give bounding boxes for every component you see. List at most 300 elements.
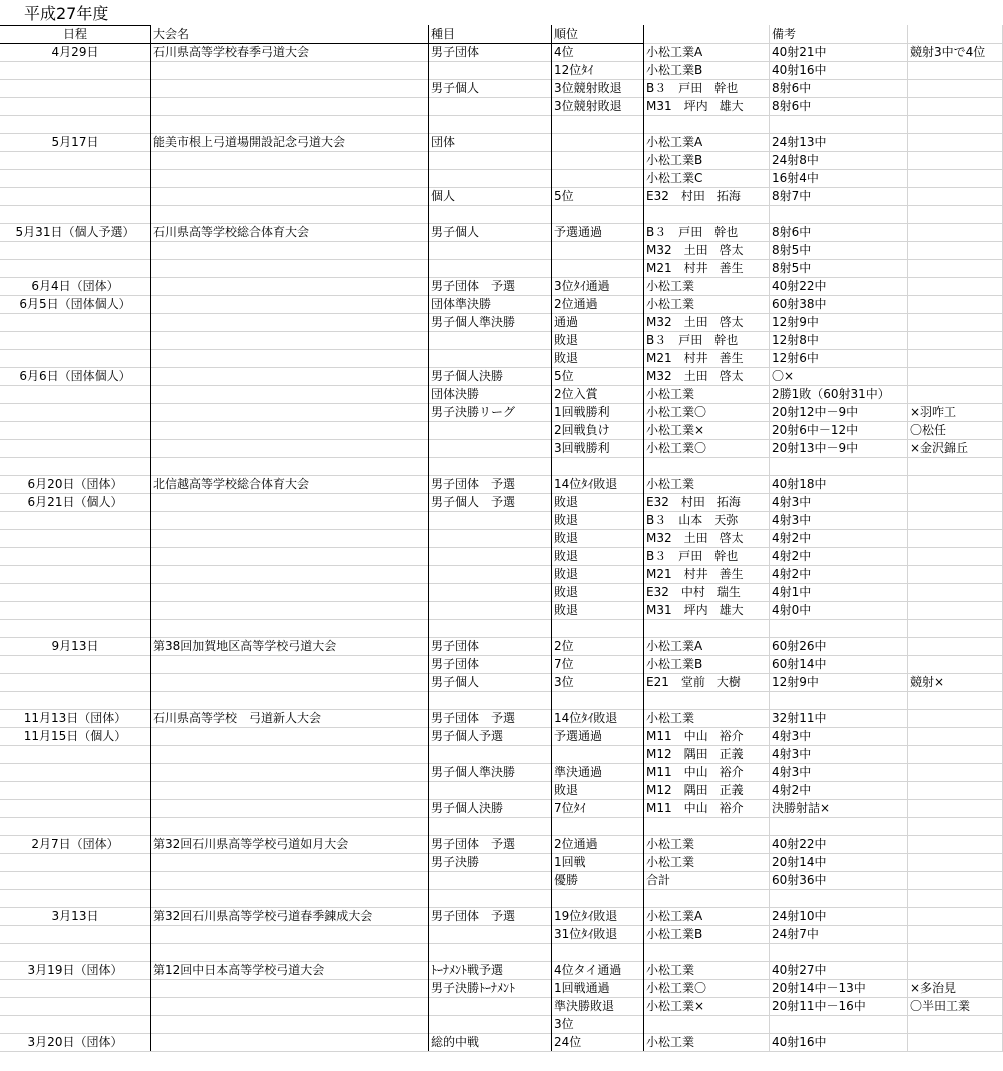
team-cell[interactable]: M21 村井 善生 [646, 261, 744, 275]
rank-cell[interactable]: 敗退 [554, 549, 579, 563]
name-cell[interactable]: 第32回石川県高等学校弓道春季錬成大会 [153, 909, 373, 923]
name-cell[interactable] [150, 403, 428, 421]
date-cell[interactable] [0, 979, 150, 997]
date-cell[interactable] [0, 97, 150, 115]
rank-cell[interactable]: 敗退 [554, 585, 579, 599]
header-event[interactable]: 種目 [431, 27, 456, 41]
extra-cell[interactable] [907, 655, 1003, 673]
event-cell[interactable] [428, 943, 551, 961]
event-cell[interactable]: 個人 [431, 189, 456, 203]
date-cell[interactable] [0, 457, 150, 475]
date-cell[interactable] [0, 79, 150, 97]
extra-cell[interactable] [907, 331, 1003, 349]
note-cell[interactable]: 4射1中 [772, 585, 812, 599]
team-cell[interactable] [643, 619, 769, 637]
rank-cell[interactable] [551, 619, 643, 637]
name-cell[interactable] [150, 367, 428, 385]
event-cell[interactable] [428, 871, 551, 889]
rank-cell[interactable]: 準決勝敗退 [554, 999, 615, 1013]
name-cell[interactable] [150, 331, 428, 349]
team-cell[interactable]: 小松工業 [646, 963, 695, 977]
team-cell[interactable]: E32 村田 拓海 [646, 495, 741, 509]
name-cell[interactable] [150, 169, 428, 187]
rank-cell[interactable]: 3位競射敗退 [554, 81, 622, 95]
date-cell[interactable] [0, 601, 150, 619]
name-cell[interactable] [150, 187, 428, 205]
note-cell[interactable] [769, 889, 907, 907]
rank-cell[interactable] [551, 745, 643, 763]
event-cell[interactable]: 男子決勝リーグ [431, 405, 516, 419]
rank-cell[interactable]: 3位ﾀｲ通過 [554, 279, 610, 293]
extra-cell[interactable] [907, 871, 1003, 889]
team-cell[interactable]: E32 中村 瑞生 [646, 585, 741, 599]
name-cell[interactable]: 石川県高等学校総合体育大会 [153, 225, 310, 239]
extra-cell[interactable] [907, 313, 1003, 331]
note-cell[interactable]: 4射2中 [772, 567, 812, 581]
note-cell[interactable]: 4射0中 [772, 603, 812, 617]
note-cell[interactable]: 2勝1敗（60射31中） [772, 387, 890, 401]
event-cell[interactable] [428, 331, 551, 349]
date-cell[interactable] [0, 745, 150, 763]
note-cell[interactable]: 40射21中 [772, 45, 827, 59]
team-cell[interactable]: 小松工業B [646, 927, 703, 941]
name-cell[interactable] [150, 1033, 428, 1051]
event-cell[interactable]: 男子団体 予選 [431, 909, 516, 923]
rank-cell[interactable]: 1回戦 [554, 855, 586, 869]
name-cell[interactable] [150, 313, 428, 331]
rank-cell[interactable]: 5位 [554, 369, 574, 383]
note-cell[interactable]: 8射5中 [772, 243, 812, 257]
extra-cell[interactable] [907, 223, 1003, 241]
event-cell[interactable] [428, 889, 551, 907]
note-cell[interactable]: 24射13中 [772, 135, 827, 149]
extra-cell[interactable] [907, 727, 1003, 745]
name-cell[interactable] [150, 151, 428, 169]
team-cell[interactable]: 小松工業× [646, 999, 705, 1013]
name-cell[interactable]: 第38回加賀地区高等学校弓道大会 [153, 639, 337, 653]
event-cell[interactable]: 団体決勝 [431, 387, 480, 401]
date-cell[interactable] [0, 871, 150, 889]
extra-cell[interactable] [907, 241, 1003, 259]
note-cell[interactable] [769, 619, 907, 637]
extra-cell[interactable] [907, 295, 1003, 313]
rank-cell[interactable]: 敗退 [554, 531, 579, 545]
name-cell[interactable]: 第12回中日本高等学校弓道大会 [153, 963, 325, 977]
rank-cell[interactable] [551, 817, 643, 835]
name-cell[interactable] [150, 385, 428, 403]
name-cell[interactable] [150, 493, 428, 511]
team-cell[interactable]: 小松工業A [646, 639, 703, 653]
name-cell[interactable]: 石川県高等学校 弓道新人大会 [153, 711, 322, 725]
event-cell[interactable]: 男子個人決勝 [431, 369, 504, 383]
team-cell[interactable]: 小松工業 [646, 279, 695, 293]
name-cell[interactable] [150, 241, 428, 259]
event-cell[interactable]: 男子個人準決勝 [431, 315, 516, 329]
date-cell[interactable] [0, 151, 150, 169]
extra-cell[interactable]: ×羽咋工 [910, 405, 957, 419]
rank-cell[interactable]: 4位 [554, 45, 574, 59]
extra-cell[interactable]: 競射× [910, 675, 945, 689]
date-cell[interactable] [0, 439, 150, 457]
team-cell[interactable]: 小松工業 [646, 387, 695, 401]
event-cell[interactable] [428, 781, 551, 799]
rank-cell[interactable]: 2回戦負け [554, 423, 610, 437]
extra-cell[interactable] [907, 745, 1003, 763]
team-cell[interactable]: B３ 戸田 幹也 [646, 225, 739, 239]
note-cell[interactable]: 4射3中 [772, 747, 812, 761]
date-cell[interactable] [0, 547, 150, 565]
rank-cell[interactable] [551, 241, 643, 259]
team-cell[interactable]: 小松工業 [646, 477, 695, 491]
extra-cell[interactable]: ×金沢錦丘 [910, 441, 969, 455]
rank-cell[interactable]: 準決通過 [554, 765, 603, 779]
event-cell[interactable] [428, 61, 551, 79]
name-cell[interactable] [150, 781, 428, 799]
event-cell[interactable] [428, 619, 551, 637]
event-cell[interactable] [428, 691, 551, 709]
name-cell[interactable]: 石川県高等学校春季弓道大会 [153, 45, 310, 59]
note-cell[interactable] [769, 691, 907, 709]
extra-cell[interactable] [907, 637, 1003, 655]
rank-cell[interactable]: 優勝 [554, 873, 579, 887]
note-cell[interactable]: 12射8中 [772, 333, 819, 347]
name-cell[interactable] [150, 871, 428, 889]
name-cell[interactable] [150, 673, 428, 691]
date-cell[interactable] [0, 781, 150, 799]
note-cell[interactable]: 〇× [772, 369, 795, 383]
event-cell[interactable] [428, 241, 551, 259]
name-cell[interactable] [150, 511, 428, 529]
rank-cell[interactable]: 敗退 [554, 567, 579, 581]
note-cell[interactable]: 40射27中 [772, 963, 827, 977]
note-cell[interactable] [769, 205, 907, 223]
team-cell[interactable]: B３ 戸田 幹也 [646, 549, 739, 563]
rank-cell[interactable] [551, 115, 643, 133]
rank-cell[interactable]: 通過 [554, 315, 579, 329]
event-cell[interactable] [428, 925, 551, 943]
note-cell[interactable] [769, 115, 907, 133]
extra-cell[interactable] [907, 601, 1003, 619]
team-cell[interactable]: 小松工業× [646, 423, 705, 437]
name-cell[interactable] [150, 583, 428, 601]
note-cell[interactable]: 24射7中 [772, 927, 819, 941]
note-cell[interactable]: 40射22中 [772, 837, 827, 851]
date-cell[interactable] [0, 331, 150, 349]
team-cell[interactable]: B３ 山本 天弥 [646, 513, 739, 527]
team-cell[interactable]: 小松工業 [646, 855, 695, 869]
team-cell[interactable]: 小松工業 [646, 711, 695, 725]
rank-cell[interactable]: 4位タイ通過 [554, 963, 622, 977]
date-cell[interactable] [0, 385, 150, 403]
note-cell[interactable]: 4射3中 [772, 513, 812, 527]
note-cell[interactable]: 40射16中 [772, 1035, 827, 1049]
team-cell[interactable]: M32 土田 啓太 [646, 243, 744, 257]
note-cell[interactable]: 8射7中 [772, 189, 812, 203]
rank-cell[interactable]: 12位ﾀｲ [554, 63, 594, 77]
header-name[interactable]: 大会名 [153, 27, 190, 41]
rank-cell[interactable] [551, 457, 643, 475]
event-cell[interactable] [428, 601, 551, 619]
event-cell[interactable] [428, 259, 551, 277]
event-cell[interactable] [428, 565, 551, 583]
rank-cell[interactable]: 5位 [554, 189, 574, 203]
rank-cell[interactable]: 2位通過 [554, 297, 598, 311]
name-cell[interactable] [150, 349, 428, 367]
note-cell[interactable]: 24射8中 [772, 153, 819, 167]
header-note[interactable]: 備考 [772, 27, 797, 41]
date-cell[interactable] [0, 259, 150, 277]
date-cell[interactable] [0, 889, 150, 907]
team-cell[interactable]: 小松工業A [646, 135, 703, 149]
note-cell[interactable] [769, 1015, 907, 1033]
note-cell[interactable]: 4射2中 [772, 783, 812, 797]
extra-cell[interactable] [907, 349, 1003, 367]
date-cell[interactable]: 6月4日（団体） [31, 279, 119, 293]
extra-cell[interactable] [907, 367, 1003, 385]
team-cell[interactable]: M11 中山 裕介 [646, 765, 744, 779]
extra-cell[interactable] [907, 763, 1003, 781]
note-cell[interactable]: 4射2中 [772, 531, 812, 545]
note-cell[interactable]: 12射9中 [772, 315, 819, 329]
team-cell[interactable] [643, 889, 769, 907]
team-cell[interactable]: 小松工業〇 [646, 405, 707, 419]
date-cell[interactable] [0, 655, 150, 673]
team-cell[interactable]: B３ 戸田 幹也 [646, 81, 739, 95]
rank-cell[interactable]: 2位 [554, 639, 574, 653]
team-cell[interactable]: 小松工業B [646, 153, 703, 167]
note-cell[interactable]: 32射11中 [772, 711, 827, 725]
rank-cell[interactable]: 31位ﾀｲ敗退 [554, 927, 618, 941]
extra-cell[interactable] [907, 151, 1003, 169]
event-cell[interactable]: 男子団体 予選 [431, 279, 516, 293]
extra-cell[interactable]: 〇半田工業 [910, 999, 971, 1013]
rank-cell[interactable]: 3位 [554, 1017, 574, 1031]
date-cell[interactable] [0, 313, 150, 331]
extra-cell[interactable] [907, 79, 1003, 97]
event-cell[interactable]: 男子個人 [431, 81, 480, 95]
team-cell[interactable]: M31 坪内 雄大 [646, 99, 744, 113]
name-cell[interactable] [150, 61, 428, 79]
name-cell[interactable] [150, 979, 428, 997]
extra-cell[interactable] [907, 1015, 1003, 1033]
team-cell[interactable] [643, 691, 769, 709]
team-cell[interactable]: M32 土田 啓太 [646, 531, 744, 545]
name-cell[interactable] [150, 889, 428, 907]
event-cell[interactable] [428, 421, 551, 439]
extra-cell[interactable] [907, 385, 1003, 403]
date-cell[interactable]: 3月19日（団体） [27, 963, 123, 977]
name-cell[interactable] [150, 997, 428, 1015]
team-cell[interactable]: M12 隅田 正義 [646, 783, 744, 797]
note-cell[interactable]: 4射3中 [772, 495, 812, 509]
event-cell[interactable]: 男子団体 予選 [431, 711, 516, 725]
note-cell[interactable]: 60射36中 [772, 873, 827, 887]
event-cell[interactable] [428, 169, 551, 187]
rank-cell[interactable]: 2位入賞 [554, 387, 598, 401]
rank-cell[interactable]: 敗退 [554, 495, 579, 509]
event-cell[interactable] [428, 997, 551, 1015]
event-cell[interactable]: 男子個人 予選 [431, 495, 516, 509]
name-cell[interactable] [150, 691, 428, 709]
date-cell[interactable]: 6月21日（個人） [27, 495, 123, 509]
event-cell[interactable]: 男子個人予選 [431, 729, 504, 743]
name-cell[interactable] [150, 205, 428, 223]
extra-cell[interactable] [907, 853, 1003, 871]
date-cell[interactable] [0, 403, 150, 421]
name-cell[interactable] [150, 115, 428, 133]
rank-cell[interactable]: 14位ﾀｲ敗退 [554, 711, 618, 725]
event-cell[interactable] [428, 457, 551, 475]
header-extra[interactable] [907, 25, 1003, 43]
team-cell[interactable]: B３ 戸田 幹也 [646, 333, 739, 347]
extra-cell[interactable] [907, 907, 1003, 925]
name-cell[interactable]: 能美市根上弓道場開設記念弓道大会 [153, 135, 346, 149]
date-cell[interactable] [0, 1015, 150, 1033]
extra-cell[interactable] [907, 943, 1003, 961]
note-cell[interactable] [769, 943, 907, 961]
note-cell[interactable] [769, 817, 907, 835]
team-cell[interactable]: M11 中山 裕介 [646, 801, 744, 815]
event-cell[interactable] [428, 115, 551, 133]
name-cell[interactable] [150, 853, 428, 871]
date-cell[interactable]: 6月6日（団体個人） [19, 369, 131, 383]
rank-cell[interactable]: 敗退 [554, 783, 579, 797]
rank-cell[interactable]: 3位 [554, 675, 574, 689]
team-cell[interactable]: 小松工業C [646, 171, 703, 185]
rank-cell[interactable] [551, 259, 643, 277]
note-cell[interactable]: 20射11中－16中 [772, 999, 866, 1013]
extra-cell[interactable] [907, 277, 1003, 295]
note-cell[interactable]: 40射18中 [772, 477, 827, 491]
team-cell[interactable]: 小松工業〇 [646, 441, 707, 455]
event-cell[interactable] [428, 817, 551, 835]
date-cell[interactable]: 6月5日（団体個人） [19, 297, 131, 311]
name-cell[interactable] [150, 817, 428, 835]
extra-cell[interactable]: 競射3中で4位 [910, 45, 986, 59]
note-cell[interactable]: 20射13中－9中 [772, 441, 859, 455]
event-cell[interactable]: ﾄｰﾅﾒﾝﾄ戦予選 [431, 963, 504, 977]
event-cell[interactable]: 団体準決勝 [431, 297, 492, 311]
extra-cell[interactable] [907, 835, 1003, 853]
extra-cell[interactable]: 〇松任 [910, 423, 947, 437]
extra-cell[interactable] [907, 97, 1003, 115]
team-cell[interactable]: M21 村井 善生 [646, 351, 744, 365]
event-cell[interactable] [428, 349, 551, 367]
note-cell[interactable]: 20射6中－12中 [772, 423, 859, 437]
extra-cell[interactable] [907, 475, 1003, 493]
note-cell[interactable]: 8射5中 [772, 261, 812, 275]
name-cell[interactable] [150, 295, 428, 313]
name-cell[interactable] [150, 1015, 428, 1033]
note-cell[interactable]: 60射38中 [772, 297, 827, 311]
extra-cell[interactable] [907, 187, 1003, 205]
team-cell[interactable]: 小松工業B [646, 63, 703, 77]
team-cell[interactable]: 合計 [646, 873, 671, 887]
date-cell[interactable] [0, 619, 150, 637]
rank-cell[interactable]: 予選通過 [554, 729, 603, 743]
date-cell[interactable]: 3月13日 [51, 909, 99, 923]
team-cell[interactable] [643, 205, 769, 223]
rank-cell[interactable]: 予選通過 [554, 225, 603, 239]
note-cell[interactable]: 24射10中 [772, 909, 827, 923]
event-cell[interactable]: 総的中戦 [431, 1035, 480, 1049]
extra-cell[interactable]: ×多治見 [910, 981, 957, 995]
event-cell[interactable]: 男子個人 [431, 225, 480, 239]
name-cell[interactable] [150, 547, 428, 565]
extra-cell[interactable] [907, 799, 1003, 817]
date-cell[interactable]: 5月17日 [51, 135, 99, 149]
note-cell[interactable]: 40射22中 [772, 279, 827, 293]
event-cell[interactable]: 男子個人準決勝 [431, 765, 516, 779]
name-cell[interactable] [150, 97, 428, 115]
name-cell[interactable] [150, 763, 428, 781]
date-cell[interactable] [0, 799, 150, 817]
event-cell[interactable] [428, 439, 551, 457]
rank-cell[interactable]: 19位ﾀｲ敗退 [554, 909, 618, 923]
note-cell[interactable]: 12射6中 [772, 351, 819, 365]
event-cell[interactable]: 男子決勝 [431, 855, 480, 869]
extra-cell[interactable] [907, 565, 1003, 583]
team-cell[interactable]: 小松工業B [646, 657, 703, 671]
rank-cell[interactable]: 敗退 [554, 513, 579, 527]
date-cell[interactable]: 6月20日（団体） [27, 477, 123, 491]
event-cell[interactable] [428, 583, 551, 601]
extra-cell[interactable] [907, 169, 1003, 187]
note-cell[interactable]: 8射6中 [772, 225, 812, 239]
name-cell[interactable] [150, 727, 428, 745]
note-cell[interactable]: 16射4中 [772, 171, 819, 185]
date-cell[interactable] [0, 817, 150, 835]
note-cell[interactable]: 20射12中－9中 [772, 405, 859, 419]
note-cell[interactable]: 20射14中－13中 [772, 981, 866, 995]
date-cell[interactable] [0, 115, 150, 133]
extra-cell[interactable] [907, 817, 1003, 835]
name-cell[interactable] [150, 277, 428, 295]
date-cell[interactable]: 4月29日 [51, 45, 99, 59]
team-cell[interactable] [643, 817, 769, 835]
extra-cell[interactable] [907, 511, 1003, 529]
name-cell[interactable] [150, 943, 428, 961]
event-cell[interactable] [428, 151, 551, 169]
date-cell[interactable] [0, 583, 150, 601]
event-cell[interactable] [428, 205, 551, 223]
rank-cell[interactable] [551, 943, 643, 961]
date-cell[interactable] [0, 925, 150, 943]
event-cell[interactable] [428, 547, 551, 565]
extra-cell[interactable] [907, 493, 1003, 511]
name-cell[interactable] [150, 529, 428, 547]
rank-cell[interactable] [551, 205, 643, 223]
header-team[interactable] [643, 25, 769, 43]
extra-cell[interactable] [907, 259, 1003, 277]
team-cell[interactable]: E21 堂前 大樹 [646, 675, 741, 689]
name-cell[interactable]: 第32回石川県高等学校弓道如月大会 [153, 837, 349, 851]
name-cell[interactable] [150, 799, 428, 817]
rank-cell[interactable]: 3位競射敗退 [554, 99, 622, 113]
name-cell[interactable] [150, 421, 428, 439]
event-cell[interactable] [428, 511, 551, 529]
team-cell[interactable] [643, 457, 769, 475]
note-cell[interactable]: 8射6中 [772, 99, 812, 113]
header-rank[interactable]: 順位 [554, 27, 579, 41]
date-cell[interactable] [0, 205, 150, 223]
team-cell[interactable]: 小松工業A [646, 909, 703, 923]
date-cell[interactable]: 2月7日（団体） [31, 837, 119, 851]
rank-cell[interactable]: 3回戦勝利 [554, 441, 610, 455]
team-cell[interactable]: 小松工業A [646, 45, 703, 59]
name-cell[interactable] [150, 79, 428, 97]
date-cell[interactable] [0, 763, 150, 781]
